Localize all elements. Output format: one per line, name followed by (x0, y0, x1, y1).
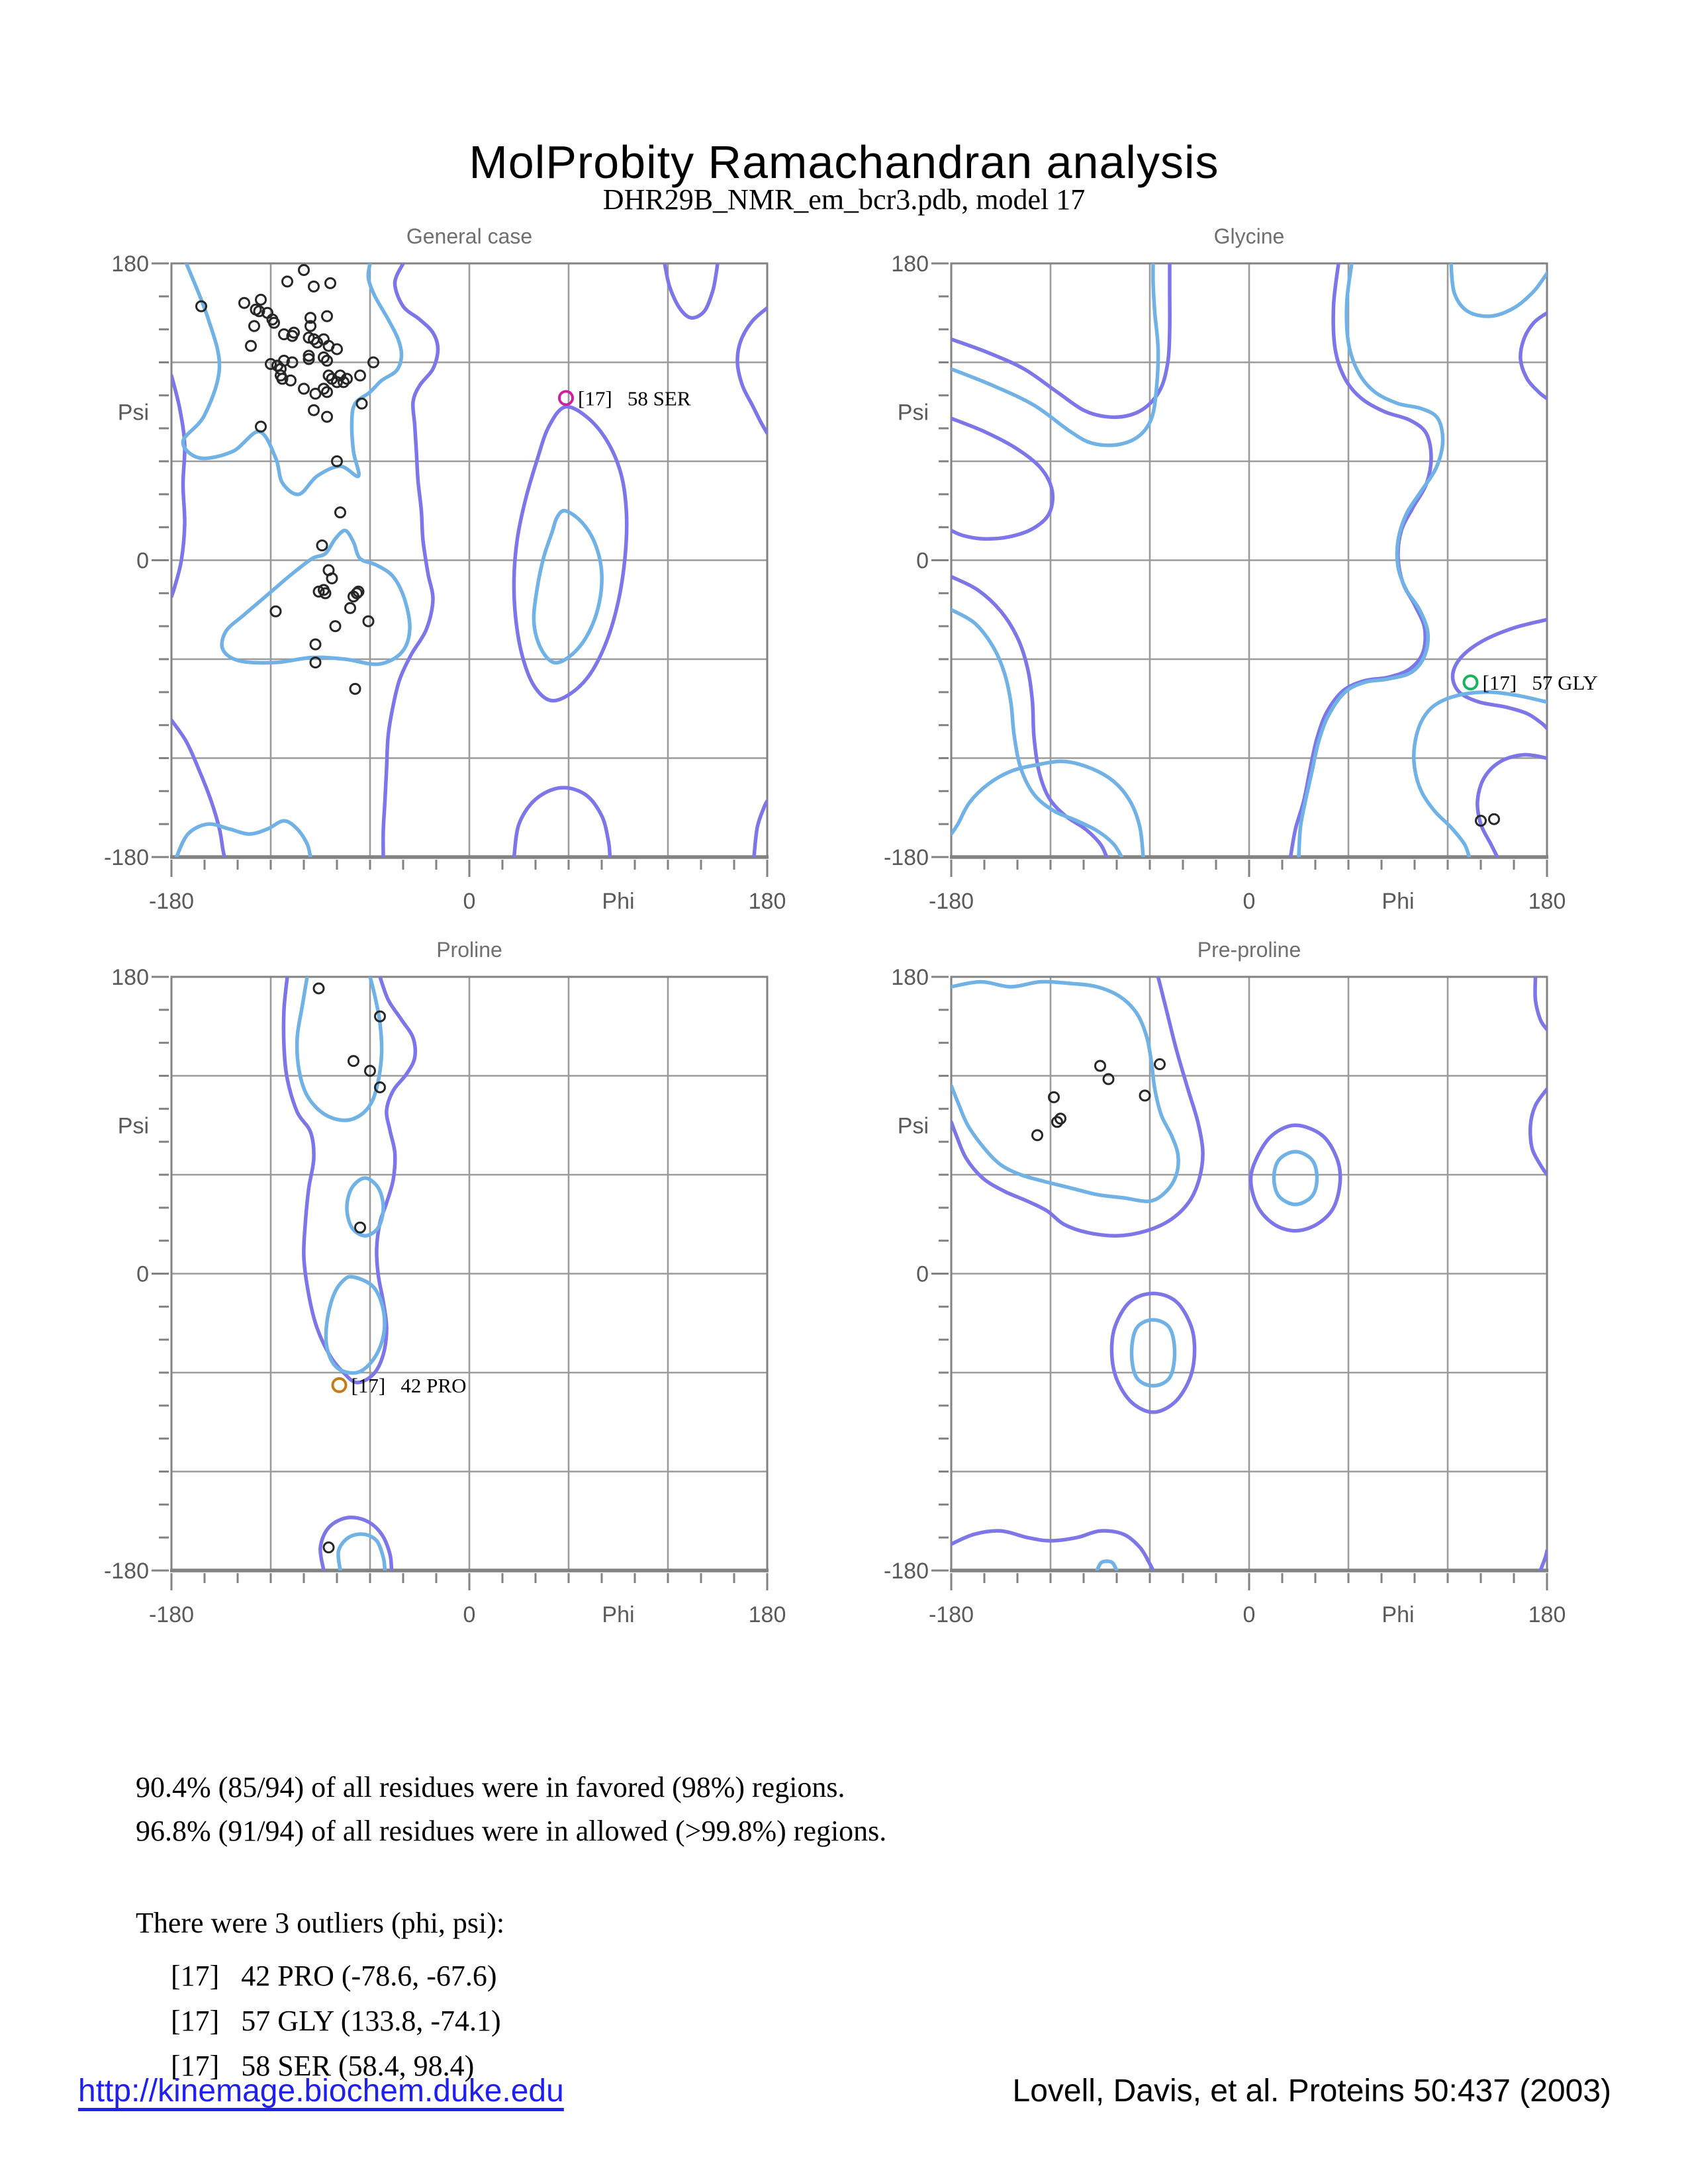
residue-point (283, 277, 293, 287)
contour-allowed (283, 977, 415, 1383)
axis-labels (104, 965, 786, 1627)
outliers-heading: There were 3 outliers (phi, psi): (136, 1907, 505, 1939)
residue-point (1096, 1061, 1105, 1071)
residue-point (1489, 814, 1499, 824)
footer-citation: Lovell, Davis, et al. Proteins 50:437 (2003) (1012, 2073, 1611, 2109)
contour-favored (222, 531, 410, 664)
outlier-label: [17] 42 PRO (351, 1373, 467, 1397)
axis-ticks (931, 977, 1547, 1590)
residue-point (349, 1056, 359, 1066)
contour-allowed (1251, 1125, 1340, 1230)
svg-text:Psi: Psi (117, 400, 149, 426)
residue-point (314, 983, 324, 993)
outlier-marker-group (1464, 671, 1598, 694)
svg-text:0: 0 (916, 548, 929, 574)
svg-text:-180: -180 (148, 1602, 195, 1627)
contour-allowed (951, 1531, 1153, 1570)
axis-labels (104, 251, 786, 914)
svg-text:-180: -180 (928, 889, 974, 914)
residue-point (271, 606, 281, 616)
svg-text:180: 180 (111, 965, 149, 990)
residue-point (350, 684, 360, 694)
svg-text:180: 180 (748, 1602, 786, 1627)
axis-labels (884, 965, 1566, 1627)
residue-point (317, 541, 327, 551)
contour-allowed (171, 375, 185, 596)
contour-allowed (1535, 977, 1547, 1030)
outlier-item: [17] 58 SER (58.4, 98.4) (171, 2050, 475, 2082)
svg-text:180: 180 (891, 965, 929, 990)
residue-point (363, 616, 373, 626)
residue-point (324, 1543, 334, 1553)
data-points (197, 265, 379, 694)
residue-point (336, 508, 346, 518)
svg-text:0: 0 (136, 548, 149, 574)
plot-title: Pre-proline (1197, 938, 1301, 962)
residue-point (246, 341, 256, 351)
residue-point (320, 588, 330, 598)
outlier-label: [17] 58 SER (578, 387, 691, 410)
residue-point (1033, 1130, 1043, 1140)
residue-point (1140, 1091, 1150, 1101)
contour-allowed (1477, 754, 1547, 857)
svg-text:180: 180 (748, 889, 786, 914)
residue-point (357, 398, 367, 408)
contour-allowed (951, 263, 1170, 417)
svg-text:0: 0 (463, 889, 476, 914)
page-subtitle: DHR29B_NMR_em_bcr3.pdb, model 17 (602, 183, 1086, 216)
outlier-marker-group (559, 387, 691, 410)
grid-lines (171, 263, 767, 857)
residue-point (289, 328, 299, 338)
outlier-marker (559, 391, 573, 404)
residue-point (240, 298, 250, 308)
residue-point (330, 621, 340, 631)
contour-favored (951, 263, 1158, 445)
residue-point (1155, 1060, 1165, 1069)
contour-allowed (665, 263, 718, 318)
outlier-item: [17] 57 GLY (133.8, -74.1) (171, 2005, 501, 2037)
svg-text:Psi: Psi (897, 400, 929, 426)
svg-text:180: 180 (1528, 889, 1566, 914)
contour-allowed (754, 801, 767, 857)
residue-point (310, 639, 320, 649)
contour-favored (338, 1534, 385, 1570)
axis-ticks (152, 263, 767, 877)
svg-text:0: 0 (1243, 1602, 1256, 1627)
svg-text:180: 180 (1528, 1602, 1566, 1627)
kinemage-link[interactable]: http://kinemage.biochem.duke.edu (78, 2073, 564, 2109)
contour-favored (1274, 1152, 1317, 1205)
svg-text:Psi: Psi (897, 1113, 929, 1139)
residue-point (322, 412, 332, 422)
contour-favored (183, 263, 401, 494)
svg-text:0: 0 (1243, 889, 1256, 914)
contour-favored (1451, 263, 1547, 316)
svg-text:-180: -180 (103, 845, 149, 870)
contour-favored (1132, 1320, 1175, 1386)
favored-stat: 90.4% (85/94) of all residues were in favored (98%) regions. (136, 1771, 845, 1803)
page-title: MolProbity Ramachandran analysis (469, 136, 1219, 188)
svg-text:-180: -180 (928, 1602, 974, 1627)
grid-lines (951, 977, 1547, 1570)
plot-proline (99, 931, 853, 1657)
plot-general-case (99, 217, 853, 943)
svg-text:0: 0 (916, 1261, 929, 1287)
svg-text:180: 180 (111, 251, 149, 277)
svg-text:-180: -180 (103, 1559, 149, 1584)
svg-text:0: 0 (136, 1261, 149, 1287)
contour-favored (951, 610, 1122, 857)
residue-point (309, 281, 319, 291)
plot-title: Proline (436, 938, 502, 962)
plot-pre-proline (878, 931, 1633, 1657)
contour-allowed (951, 418, 1053, 539)
residue-point (256, 295, 266, 304)
svg-text:0: 0 (463, 1602, 476, 1627)
svg-text:-180: -180 (883, 845, 929, 870)
summary-stats (136, 1766, 886, 1853)
axis-ticks (931, 263, 1547, 877)
residue-point (309, 405, 319, 415)
axis-ticks (152, 977, 767, 1590)
residue-point (355, 1222, 365, 1232)
outlier-label: [17] 57 GLY (1482, 671, 1598, 695)
data-points (1033, 1060, 1165, 1140)
residue-point (299, 384, 309, 394)
contour-allowed (171, 720, 224, 857)
residue-point (322, 311, 332, 321)
contour-allowed (1530, 1089, 1547, 1175)
plot-title: Glycine (1213, 224, 1285, 248)
data-points (314, 983, 385, 1553)
svg-text:180: 180 (891, 251, 929, 277)
contour-favored (326, 1277, 384, 1373)
plot-glycine (878, 217, 1633, 943)
grid-lines (171, 977, 767, 1570)
svg-text:Phi: Phi (1382, 1602, 1415, 1627)
residue-point (299, 265, 309, 275)
contour-allowed (951, 576, 1107, 857)
contour-allowed (737, 308, 767, 433)
contour-favored (177, 821, 311, 857)
outlier-marker-group (333, 1374, 467, 1397)
contour-favored (1414, 692, 1547, 857)
svg-text:Psi: Psi (117, 1113, 149, 1139)
residue-point (346, 603, 355, 613)
contour-allowed (1521, 313, 1547, 399)
allowed-stat: 96.8% (91/94) of all residues were in allowed (>99.8%) regions. (136, 1815, 887, 1847)
outlier-marker (333, 1379, 346, 1392)
residue-point (256, 422, 266, 432)
contour-allowed (514, 788, 610, 857)
svg-text:Phi: Phi (602, 889, 635, 914)
svg-text:-180: -180 (883, 1559, 929, 1584)
svg-text:Phi: Phi (1382, 889, 1415, 914)
contour-allowed (951, 977, 1203, 1236)
grid-lines (951, 263, 1547, 857)
outlier-marker (1464, 676, 1477, 689)
residue-point (250, 321, 259, 331)
outlier-item: [17] 42 PRO (-78.6, -67.6) (171, 1960, 497, 1992)
svg-text:-180: -180 (148, 889, 195, 914)
outliers-list (171, 1954, 501, 2089)
contour-favored (297, 977, 382, 1120)
residue-point (326, 278, 336, 288)
plot-title: General case (406, 224, 533, 248)
svg-text:Phi: Phi (602, 1602, 635, 1627)
residue-point (355, 371, 365, 381)
contour-allowed (1111, 1293, 1194, 1412)
